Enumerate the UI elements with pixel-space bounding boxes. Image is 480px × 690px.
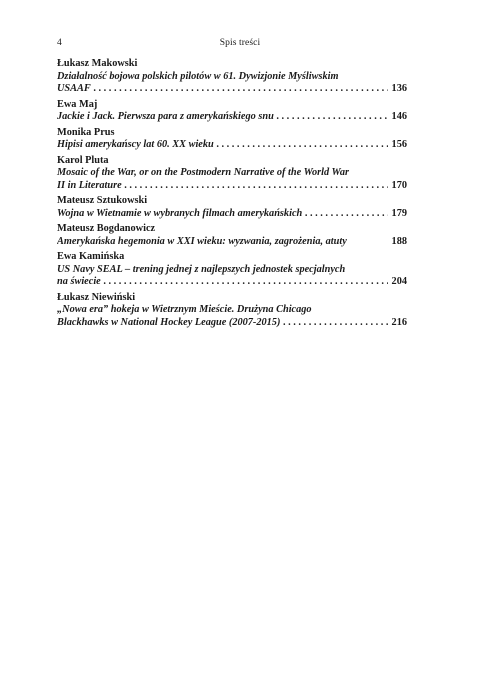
entry-title	[57, 236, 407, 249]
entry-title-last-line: Jackie i Jack. Pierwsza para z amerykańskiego snu . . .	[57, 111, 407, 124]
entry-title-last-line: USAAF . . .	[57, 83, 407, 96]
toc-entry	[57, 292, 407, 330]
entry-title-last-line: na świecie . . .	[57, 276, 407, 289]
entry-author: Karol Pluta	[57, 154, 109, 166]
page-number: 4	[57, 38, 62, 48]
entry-title	[57, 139, 407, 152]
entry-title-last-line: Blackhawks w National Hockey League (2007-2015) . . .	[57, 317, 407, 330]
table-of-contents	[57, 58, 407, 332]
entry-author: Ewa Maj	[57, 98, 98, 110]
entry-title	[57, 111, 407, 124]
entry-author: Mateusz Bogdanowicz	[57, 223, 156, 234]
toc-entry	[57, 195, 407, 220]
entry-page-ref: 146	[388, 111, 407, 124]
toc-entry	[57, 251, 407, 289]
entry-page-ref: 204	[388, 276, 407, 289]
entry-author: Monika Prus	[57, 126, 115, 138]
entry-title-last-line: II in Literature . . .	[57, 180, 407, 193]
entry-title-last-line: Amerykańska hegemonia w XXI wieku: wyzwania, zagrożenia, atuty	[57, 235, 347, 247]
entry-author: Ewa Kamińska	[57, 251, 125, 262]
toc-entry	[57, 223, 407, 248]
entry-page-ref: 216	[388, 317, 407, 330]
entry-page-ref: 179	[388, 208, 407, 221]
toc-entry	[57, 127, 407, 152]
toc-entry	[57, 58, 407, 96]
entry-title	[57, 304, 407, 329]
toc-entry	[57, 99, 407, 124]
running-head: Spis treści	[219, 38, 261, 48]
entry-page-ref: 136	[388, 83, 407, 96]
entry-author: Mateusz Sztukowski	[57, 195, 148, 206]
entry-page-ref: 170	[388, 180, 407, 193]
entry-title	[57, 264, 407, 289]
entry-title-line: US Navy SEAL – trening jednej z najlepszych jednostek specjalnych	[57, 263, 346, 275]
entry-author: Łukasz Niewiński	[57, 291, 136, 303]
entry-title-line: Mosaic of the War, or on the Postmodern Narrative of the World War	[57, 167, 350, 178]
entry-page-ref: 156	[388, 139, 407, 152]
entry-title-line: „Nowa era” hokeja w Wietrznym Mieście. Drużyna Chicago	[57, 304, 312, 315]
entry-title-last-line: Hipisi amerykańscy lat 60. XX wieku . . .	[57, 139, 407, 152]
entry-title	[57, 71, 407, 96]
entry-title-last-line: Wojna w Wietnamie w wybranych filmach amerykańskich . . .	[57, 208, 407, 221]
entry-title	[57, 167, 407, 192]
entry-page-ref: 188	[388, 236, 407, 249]
toc-entry	[57, 155, 407, 193]
entry-title-line: Działalność bojowa polskich pilotów w 61. Dywizjonie Myśliwskim	[57, 70, 339, 82]
entry-title	[57, 208, 407, 221]
entry-author: Łukasz Makowski	[57, 58, 138, 69]
